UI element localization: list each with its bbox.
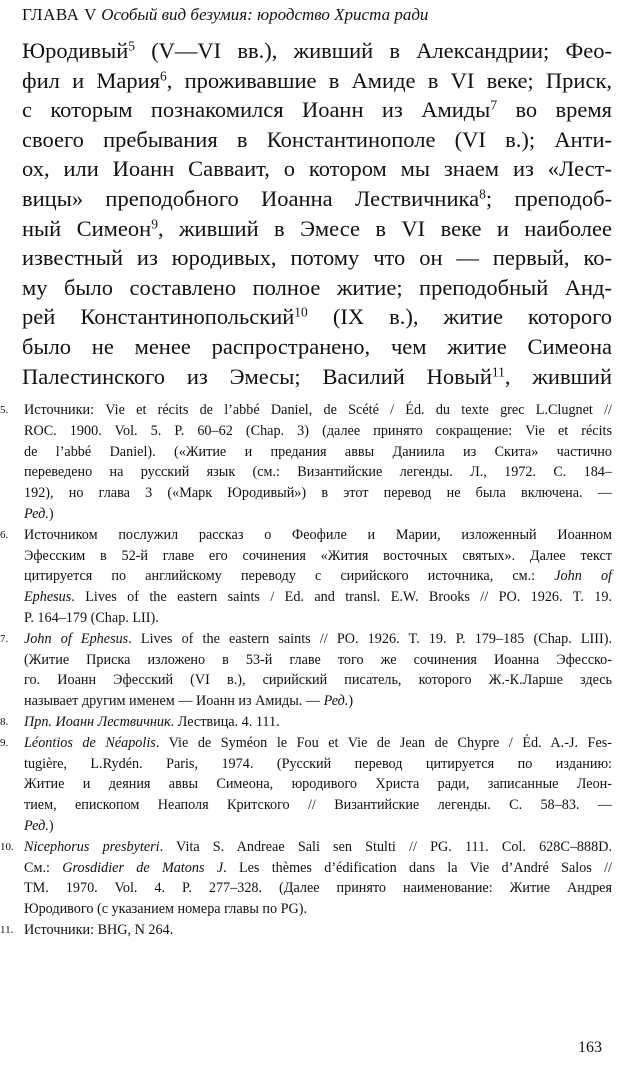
italic-text: Ephesus (24, 589, 72, 606)
footnote-line (24, 837, 612, 858)
footnote-line (24, 858, 612, 879)
italic-text: John of (554, 568, 612, 585)
text-segment: переведено на русский язык (см.: Византийские легенды. Л., 1972. С. 184– (24, 464, 612, 481)
footnote-line (24, 462, 612, 483)
text-segment: му было составлено полное житие; преподобный Анд- (22, 274, 612, 300)
text-segment: вицы» преподобного Иоанна Лествичника (22, 185, 480, 211)
text-segment: de l’abbé Daniel). («Житие и предания аввы Даниила из Скита» частично (24, 443, 612, 460)
italic-text: Nicephorus presbyteri (24, 838, 160, 855)
text-segment: tugière, L.Rydén. Paris, 1974. (Русский перевод цитируется по изданию: (24, 755, 612, 772)
footnote-reference: 8 (479, 186, 486, 202)
footnote-reference: 9 (151, 216, 158, 232)
footnote-line (24, 483, 612, 504)
footnote-line (24, 566, 612, 587)
footnote-text (24, 400, 612, 525)
text-line (22, 184, 612, 214)
text-segment: Житие и деяния аввы Симеона, юродивого Христа ради, записанные Леон- (24, 776, 612, 793)
footnote-line (24, 816, 612, 837)
text-segment: Юродивый (22, 38, 129, 63)
text-segment: ох, или Иоанн Савваит, о котором мы знаем из «Лест- (22, 156, 612, 182)
text-segment: . Lives of the eastern saints / Ed. and transl. E.W. Brooks // PO. 1926. T. 19. (71, 589, 612, 606)
footnote-line (24, 733, 612, 754)
text-segment: ROC. 1900. Vol. 5. P. 60–62 (Chap. 3) (далее принято сокращение: Vie et récits (24, 422, 612, 439)
footnote (0, 920, 620, 941)
footnote-reference: 7 (490, 97, 498, 113)
text-line (22, 243, 612, 273)
footnote-line (24, 504, 612, 525)
text-segment: . Лествица. 4. 111. (170, 713, 280, 730)
italic-text: Léontios de Néapolis (24, 734, 156, 751)
footnote-line (24, 442, 612, 463)
text-line (22, 302, 612, 332)
text-segment: Источником послужил рассказ о Феофиле и Марии, изложенный Иоанном (24, 526, 612, 543)
italic-text: Ред. (323, 693, 349, 710)
footnote (0, 712, 620, 733)
footnote-line (24, 525, 612, 546)
footnote (0, 733, 620, 837)
footnotes-section (0, 400, 620, 941)
footnote-reference: 10 (294, 304, 308, 320)
text-segment: рей Константинопольский (22, 304, 295, 330)
text-segment: цитируется по английскому переводу с сирийского источника, см.: (24, 568, 555, 585)
text-line (22, 36, 612, 66)
footnote-text (24, 837, 612, 920)
text-segment: ; преподоб- (485, 185, 613, 211)
text-segment: , живший (504, 363, 612, 389)
text-line (22, 362, 612, 392)
footnote-line (24, 670, 612, 691)
text-line (22, 332, 612, 362)
footnote-number: 10. (0, 840, 14, 853)
footnote-line (24, 878, 612, 899)
footnote-reference: 6 (160, 68, 167, 84)
footnote-line (24, 650, 612, 671)
text-segment: Источники: Vie et récits de l’abbé Daniel, de Scété / Éd. du texte grec L.Clugnet // (24, 402, 612, 418)
italic-text: Grosdidier de Matons J (62, 859, 224, 876)
text-segment: ) (348, 693, 354, 710)
text-segment: Юродивого (с указанием номера главы по PG). (24, 901, 308, 918)
text-segment: своего пребывания в Константинополе (VI в.); Анти- (22, 126, 612, 152)
text-segment: (Житие Приска изложено в 53-й главе того же сочинения Иоанна Эфесско- (24, 651, 612, 668)
footnote-reference: 11 (491, 364, 505, 380)
footnote-line (24, 421, 612, 442)
footnote-line (24, 795, 612, 816)
text-segment: Источники: BHG, N 264. (24, 921, 174, 938)
text-segment: P. 164–179 (Chap. LII). (24, 609, 159, 626)
text-segment: го. Иоанн Эфесский (VI в.), сирийский писатель, которого Ж.-К.Ларше здесь (24, 672, 612, 689)
text-segment: 192), но глава 3 («Марк Юродивый») в этот перевод не была включена. — (24, 485, 612, 502)
italic-text: John of Ephesus (24, 630, 129, 647)
italic-text: Ред. (24, 817, 49, 834)
footnote-line (24, 712, 612, 733)
text-segment: тием, епископом Неаполя Критского // Византийские легенды. С. 58–83. — (24, 797, 612, 814)
text-segment: ный Симеон (22, 215, 152, 241)
footnote-line (24, 629, 612, 650)
italic-text: Прп. Иоанн Лествичник (24, 713, 171, 730)
footnote-line (24, 587, 612, 608)
text-segment: . Lives of the eastern saints // PO. 1926. T. 19. P. 179–185 (Chap. LIII). (128, 630, 612, 647)
page-number: 163 (578, 1039, 602, 1056)
footnote-line (24, 754, 612, 775)
text-segment: ) (48, 505, 54, 522)
footnote-number: 5. (0, 404, 9, 416)
footnote-text (24, 629, 612, 712)
footnote (0, 629, 620, 712)
text-segment: . Les thèmes d’édification dans la Vie d’André Salos // (223, 859, 612, 876)
footnote-line (24, 546, 612, 567)
text-segment: (IX в.), житие которого (307, 304, 612, 330)
running-header (22, 4, 612, 26)
chapter-label: ГЛАВА V (22, 5, 97, 24)
text-line (22, 66, 612, 96)
text-segment: было не менее распространено, чем житие Симеона (22, 333, 612, 359)
footnote-text (24, 920, 612, 941)
footnote-line (24, 899, 612, 920)
text-segment: , живший в Эмесе в VI веке и наиболее (157, 215, 612, 241)
footnote (0, 525, 620, 629)
text-segment: Палестинского из Эмесы; Василий Новый (22, 363, 492, 389)
text-line (22, 214, 612, 244)
text-segment: (V—VI вв.), живший в Александрии; Фео- (135, 38, 612, 63)
chapter-title: Особый вид безумия: юродство Христа ради (101, 5, 429, 24)
footnote-text (24, 712, 612, 733)
text-segment: , проживавшие в Амиде в VI веке; Приск, (166, 67, 612, 93)
text-line (22, 154, 612, 184)
footnote-line (24, 608, 612, 629)
footnote (0, 837, 620, 920)
text-segment: TM. 1970. Vol. 4. P. 277–328. (Далее принято наименование: Житие Андрея (24, 880, 612, 897)
italic-text: Ред. (24, 505, 49, 522)
footnote-reference: 5 (128, 38, 135, 54)
text-segment: См.: (24, 859, 63, 876)
text-line (22, 125, 612, 155)
main-text-block (22, 36, 612, 391)
text-segment: называет другим именем — Иоанн из Амиды. — (24, 693, 324, 710)
text-segment: . Vie de Syméon le Fou et Vie de Jean de Chypre / Éd. A.-J. Fes- (155, 734, 612, 751)
text-segment: фил и Мария (22, 67, 160, 93)
text-segment: ) (48, 817, 54, 834)
footnote-line (24, 691, 612, 712)
text-segment: во время (497, 97, 613, 123)
text-segment: Эфесским в 52-й главе его сочинения «Жития восточных святых». Далее текст (24, 547, 612, 564)
footnote-text (24, 525, 612, 629)
text-line (22, 273, 612, 303)
text-segment: с которым познакомился Иоанн из Амиды (22, 97, 491, 123)
footnote (0, 400, 620, 525)
text-line (22, 95, 612, 125)
text-segment: . Vita S. Andreae Sali sen Stulti // PG. 111. Col. 628C–888D. (159, 838, 612, 855)
footnote-text (24, 733, 612, 837)
footnote-line (24, 400, 612, 421)
footnote-line (24, 774, 612, 795)
footnote-number: 6. (0, 528, 9, 541)
footnote-number: 11. (0, 923, 14, 936)
footnote-line (24, 920, 612, 941)
footnote-number: 7. (0, 632, 9, 645)
footnote-number: 9. (0, 736, 9, 749)
text-segment: известный из юродивых, потому что он — первый, ко- (22, 245, 612, 271)
footnote-number: 8. (0, 715, 9, 728)
